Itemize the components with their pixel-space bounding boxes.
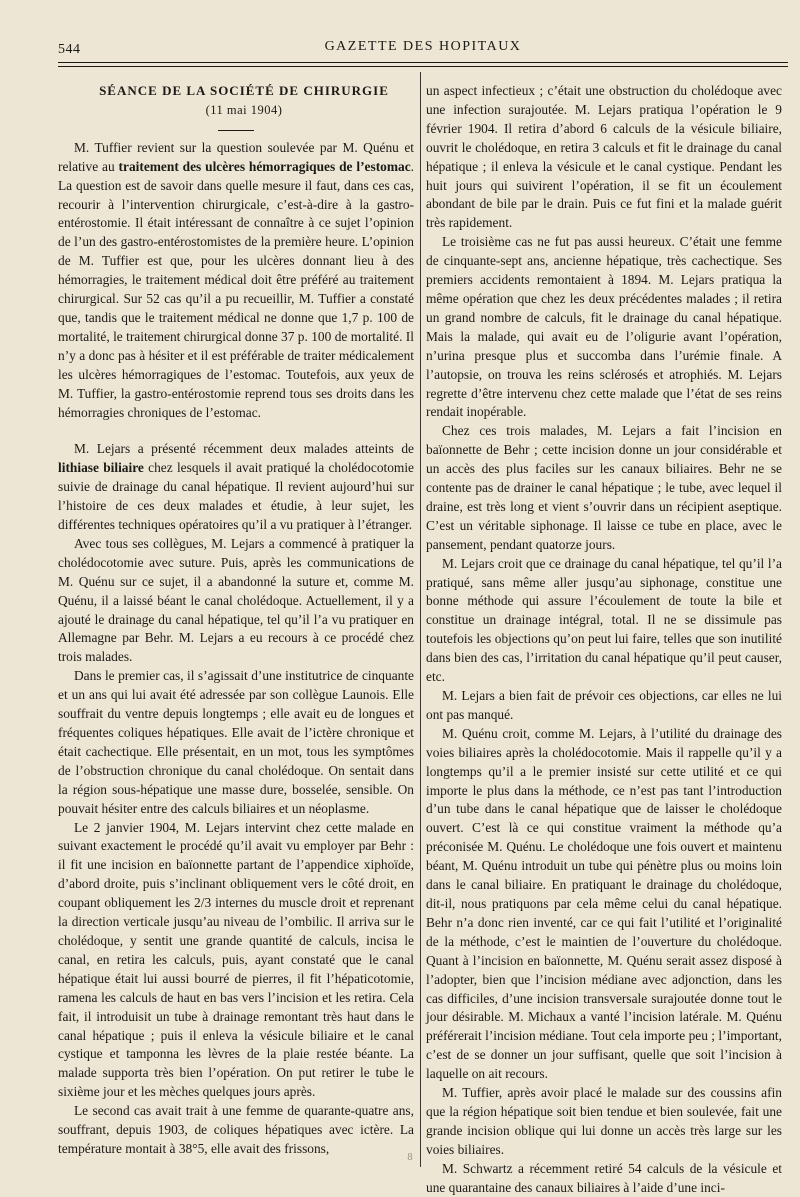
section-separator [218,130,254,131]
paragraph-objections: M. Lejars a bien fait de prévoir ces objections, car elles ne lui ont pas manqué. [426,688,782,722]
paragraph-text: M. Lejars a présenté récemment deux malades atteints de [74,441,414,457]
paragraph-first-case: Dans le premier cas, il s’agissait d’une institutrice de cinquante et un ans qui lui avait été adressée par son collègue Launois. Elle souffrait du ventre depuis longtemps ; elle avait eu de longues et fréquentes coliques hépatiques. Elle avait de l’ictère chronique et était cachectique. Elle présentait, en un mot, tous les symptômes de l’obstruction chronique du canal cholédoque. On sentait dans la région sous-hépatique une masse dure, bosselée, sensible. On pouvait hésiter entre des calculs biliaires et un néoplasme. [58,668,414,816]
right-column [426,82,782,1195]
paragraph-drainage: M. Lejars croit que ce drainage du canal hépatique, tel qu’il l’a pratiqué, sans même aller jusqu’au siphonage, constitue une bonne méthode qui assure l’écoulement de toute la bile et constitue un drainage intégral, total. Il ne se dissimule pas toutefois les objections qu’on peut lui faire, telles que son inutilité dans bien des cas, l’irritation du canal hépatique qu’il peut causer, etc. [426,555,782,685]
journal-title: GAZETTE DES HOPITAUX [324,39,522,54]
header-rule-thin [58,66,788,67]
paragraph-tuffier-incision: M. Tuffier, après avoir placé le malade sur des coussins afin que la région hépatique soit bien tendue et bien soulevée, fait une grande incision oblique qui lui donne un accès très large sur les voies biliaires. [426,1085,782,1157]
paragraph-behr-incision: Chez ces trois malades, M. Lejars a fait l’incision en baïonnette de Behr ; cette incision donne un jour considérable et un accès des plus faciles sur les canaux biliaires. Behr ne se contente pas de drainer le canal hépatique ; le tube, avec lequel il draine, est très long et vient s’ouvrir dans un récipient aseptique. C’est un véritable siphonage. Il laisse ce tube en place, avec le pansement, pendant quatorze jours. [426,423,782,552]
section-date: (11 mai 1904) [205,102,283,117]
paragraph-text: M. Tuffier revient sur la question soulevée par M. Quénu et relative au [58,139,414,174]
paragraph-emphasis: traitement des ulcères hémorragiques de l’estomac [118,158,411,174]
paragraph-continued: un aspect infectieux ; c’était une obstruction du cholédoque avec une infection surajoutée. M. Lejars pratiqua l’opération le 9 février 1904. Il retira d’abord 6 calculs de la vésicule biliaire, ouvrit le cholédoque, en retira 3 calculs et fit le drainage du canal hépatique ; il enleva la vésicule et le canal cystique. Pendant les huit jours qui suivirent l’opération, il se fit un écoulement abondant de bile par le drain. Puis ce fut fini et la malade guérit très rapidement. [426,83,782,231]
page-number: 544 [58,42,81,57]
paragraph-text: chez lesquels il avait pratiqué la cholédocotomie suivie de drainage du canal hépatique. Il revient aujourd’hui sur l’histoire de ces deux malades et étudie, à leur sujet, les différentes techniques opératoires qu’il a vu pratiquer à l’étranger. [58,460,415,533]
paragraph-second-case: Le second cas avait trait à une femme de quarante-quatre ans, souffrant, depuis 1903, de coliques hépatiques avec ictère. La température montait à 38°5, elle avait des frissons, [58,1103,414,1156]
header-rule-thick [58,62,788,63]
paragraph-third-case: Le troisième cas ne fut pas aussi heureux. C’était une femme de cinquante-sept ans, ancienne hépatique, très cachectique. Ses premiers accidents remontaient à 1894. M. Lejars pratiqua la même opération que chez les deux précédentes malades ; il retira un grand nombre de calculs, fit le drainage du canal hépatique. Mais la malade, qui avait eu de l’oligurie avant l’opération, n’urina presque plus et succomba dans l’urémie finale. A l’autopsie, on trouva les reins sclérosés et atrophiés. M. Lejars regrette d’être intervenu chez cette malade que l’état de ses reins rendait inopérable. [426,234,782,420]
paragraph-schwartz: M. Schwartz a récemment retiré 54 calculs de la vésicule et une quarantaine des canaux biliaires à l’aide d’une inci- [426,1160,782,1195]
running-head [58,38,788,60]
left-column [58,82,414,1167]
footer-mark: 8 [407,1153,413,1163]
paragraph-emphasis: lithiase biliaire [58,460,144,476]
paragraph-text: . La question est de savoir dans quelle mesure il faut, dans ces cas, recourir à l’intervention chirurgicale, c’est-à-dire à la gastro-entérostomie. Il était intéressant de connaître à ce sujet l’opinion de l’un des gastro-entérostomistes de la première heure. L’opinion de M. Tuffier est que, pour les ulcères donnant lieu à des hémorragies, le traitement médical doit être préféré au traitement chirurgical. Sur 52 cas qu’il a pu recueillir, M. Tuffier a constaté que, tandis que le traitement médical ne donne que 1,7 p. 100 de mortalité, le traitement chirurgical donne 37 p. 100 de mortalité. Il n’y a donc pas à hésiter et il est préférable de traiter médicalement les ulcères hémorragiques de l’estomac. Toutefois, aux yeux de M. Tuffier, la gastro-entérostomie reprend tous ses droits dans les hémorragies chroniques de l’estomac. [58,158,414,420]
paragraph-quenu: M. Quénu croit, comme M. Lejars, à l’utilité du drainage des voies biliaires après la cholédocotomie. Mais il rappelle qu’il y a longtemps qu’il a le premier insisté sur cette utilité et ce qui importe le plus dans la méthode, ce n’est pas tant l’introduction d’un tube dans le canal hépatique que de laisser le cholédoque ouvert. C’est là ce qui constitue vraiment la méthode qu’a préconisée M. Quénu. Le cholédoque une fois ouvert et maintenu béant, M. Quénu introduit un tube qui pénètre plus ou moins loin dans le canal biliaire. En pratiquant le drainage du cholédoque, dit-il, nous pratiquons par cela même celui du canal hépatique. Behr n’a donc rien inventé, car ce qui fait l’utilité et l’originalité de la méthode, c’est le maintien de l’ouverture du cholédoque. Quant à l’incision en baïonnette, M. Quénu serait assez disposé à l’adopter, bien que l’incision médiane avec adjonction, dans les cas difficiles, d’une incision transversale surajoutée donne tout le jour désirable. M. Michaux a vanté l’incision latérale. M. Quénu préférerait l’incision médiane. Tout cela importe peu ; l’important, c’est de se donner un jour suffisant, quelle que soit l’incision à laquelle on ait recours. [426,725,782,1082]
section-title: SÉANCE DE LA SOCIÉTÉ DE CHIRURGIE [99,83,389,98]
column-divider [420,72,421,1167]
paragraph-operation: Le 2 janvier 1904, M. Lejars intervint chez cette malade en suivant exactement le procédé qu’il avait vu employer par Behr : il fit une incision en baïonnette partant de l’appendice xiphoïde, d’abord droite, puis s’inclinant obliquement vers le côté droit, en coupant obliquement les 2/3 internes du muscle droit et reprenant la direction verticale jusqu’au niveau de l’ombilic. Il arriva sur le cholédoque, y sentit une grande quantité de calculs, incisa le canal, en retira les calculs, puis, ayant constaté que le canal hépatique était lui aussi bourré de pierres, il fit l’hépaticotomie, ramena les calculs de haut en bas vers l’incision et les retira. Cela fait, il introduisit un tube à drainage remontant très haut dans le canal hépatique ; puis il enleva la vésicule biliaire et le canal cystique et tamponna les lèvres de la plaie restée béante. La malade supporta très bien l’opération. On put retirer le tube le sixième jour et les mèches quelques jours après. [58,819,414,1100]
paragraph-lejars [58,440,414,535]
paragraph-tuffier [58,139,414,423]
paragraph-technique: Avec tous ses collègues, M. Lejars a commencé à pratiquer la cholédocotomie avec suture. Puis, après les communications de M. Quénu sur ce sujet, il a abandonné la suture et, comme M. Quénu, il a laissé béant le canal cholédoque. Actuellement, il y a ajouté le drainage du canal hépatique, tel qu’il l’a vu pratiquer en Allemagne par Behr. M. Lejars a eu recours à ce procédé chez trois malades. [58,535,414,665]
